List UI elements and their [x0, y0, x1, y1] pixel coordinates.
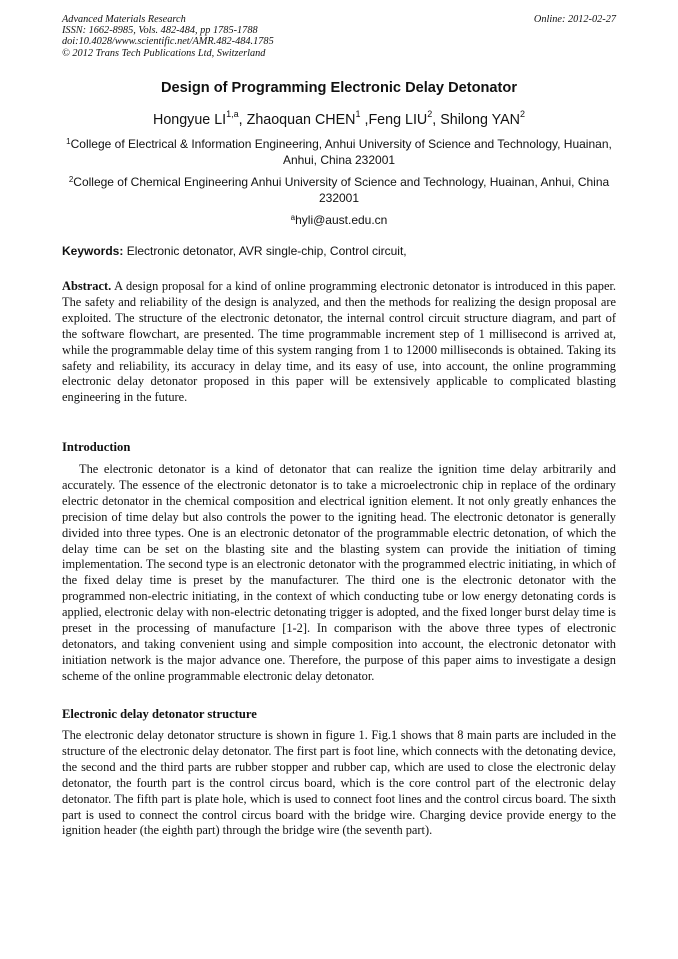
- section-heading-introduction: Introduction: [62, 440, 131, 454]
- copyright-line: © 2012 Trans Tech Publications Ltd, Switzerland: [62, 47, 266, 59]
- author-sup: 1,a: [226, 109, 239, 119]
- keywords-text: Electronic detonator, AVR single-chip, Control circuit,: [126, 244, 407, 258]
- author-sup: 2: [519, 109, 525, 119]
- structure-paragraph: The electronic delay detonator structure is shown in figure 1. Fig.1 shows that 8 main parts are included in the structure of the electronic delay detonator. The first part is foot line, which connects with the detonating device, the second and the third parts are rubber stopper and rubber cap, which are used to close the electronic delay detonator, the fourth part is the control circus board, which is the core control part of the electronic delay detonator. The fifth part is plate hole, which is used to connect foot lines and the control circus board. The sixth part is used to connect the control circus board with the bridge wire. Charging device provide energy to the ignition header (the eighth part) through the bridge wire (the seventh part).: [62, 728, 616, 838]
- author-sup: 2: [427, 109, 433, 119]
- online-date: Online: 2012-02-27: [533, 14, 616, 25]
- affiliation-2: [62, 174, 616, 206]
- abstract-text: A design proposal for a kind of online programming electronic detonator is introduced in this paper. The safety and reliability of the design is analyzed, and then the methods for realizing the design proposal are exploited. The structure of the electronic detonator, the internal control circuit structure diagram, and part of the software flowchart, are presented. The time programmable increment step of 1 millisecond is arrived at, while the programmable delay time of this system ranging from 1 to 12000 milliseconds is obtained. Taking its safety and reliability, its accuracy in delay time, and its easy of use, into account, the online programming electronic delay detonator proposed in this paper will be extensively applicable to complicated blasting engineering in the future.: [62, 279, 616, 405]
- journal-header: [62, 14, 274, 59]
- affiliation-sup: 1: [66, 137, 71, 146]
- introduction-paragraph: The electronic detonator is a kind of detonator that can realize the ignition time delay arbitrarily and accurately. The essence of the electronic detonator is to take a microelectronic chip in replace of the ordinary electric detonator in the chemical composition and electrical ignition element. It not only greatly enhances the precision of time delay but also controls the power to the igniting head. The electronic detonator is generally divided into three types. One is an electronic detonator of the programmable electric detonation, of which the delay time can be set on the blasting site and the blasting system can provide the initiation of timing implementation. The second type is an electronic detonator with the programmed electric initiating, in which of the fixed delay time is preset by the manufacturer. The third one is the electronic detonator with the programmed non-electric initiating, in the context of which conducting tube or low energy detonating cords is applied, electronic delay with non-electric detonating trigger is adopted, and the fixed longer burst delay time is preset in the processing of manufacture [1-2]. In comparison with the above three types of electronic detonators, and taking convenient using and simple composition into account, the electronic detonator with initiation network is the major advance one. Therefore, the purpose of this paper aims to investigate a design scheme of the online programmable electronic delay detonator.: [62, 462, 616, 683]
- email-address: hyli@aust.edu.cn: [295, 213, 388, 227]
- author-name: Hongyue LI: [153, 112, 227, 128]
- section-heading-structure: Electronic delay detonator structure: [62, 707, 257, 721]
- author-sep: ,: [360, 112, 369, 128]
- issn-line: ISSN: 1662-8985, Vols. 482-484, pp 1785-1788: [62, 25, 258, 37]
- doi-line: doi:10.4028/www.scientific.net/AMR.482-484.1785: [62, 36, 274, 48]
- author-name: Zhaoquan CHEN: [246, 112, 356, 128]
- affiliation-1: [62, 136, 616, 168]
- email-sup: a: [290, 213, 296, 222]
- keywords: [62, 244, 616, 258]
- affiliation-sup: 2: [68, 175, 74, 184]
- email-line: [62, 212, 616, 228]
- journal-name: Advanced Materials Research: [62, 14, 186, 25]
- keywords-label: Keywords:: [62, 244, 124, 258]
- author-name: Shilong YAN: [440, 112, 520, 128]
- paper-title: Design of Programming Electronic Delay Detonator: [161, 80, 517, 96]
- author-sep: ,: [238, 112, 247, 128]
- affiliation-text: College of Chemical Engineering Anhui University of Science and Technology, Huainan, Anhui, China 232001: [73, 175, 610, 205]
- affiliation-text: College of Electrical & Information Engineering, Anhui University of Science and Technology, Huainan, Anhui, China 232001: [70, 137, 612, 167]
- author-list: [0, 109, 678, 128]
- author-sep: ,: [432, 112, 441, 128]
- abstract: [62, 279, 616, 406]
- author-sup: 1: [355, 109, 361, 119]
- abstract-label: Abstract.: [62, 279, 112, 293]
- author-name: Feng LIU: [368, 112, 428, 128]
